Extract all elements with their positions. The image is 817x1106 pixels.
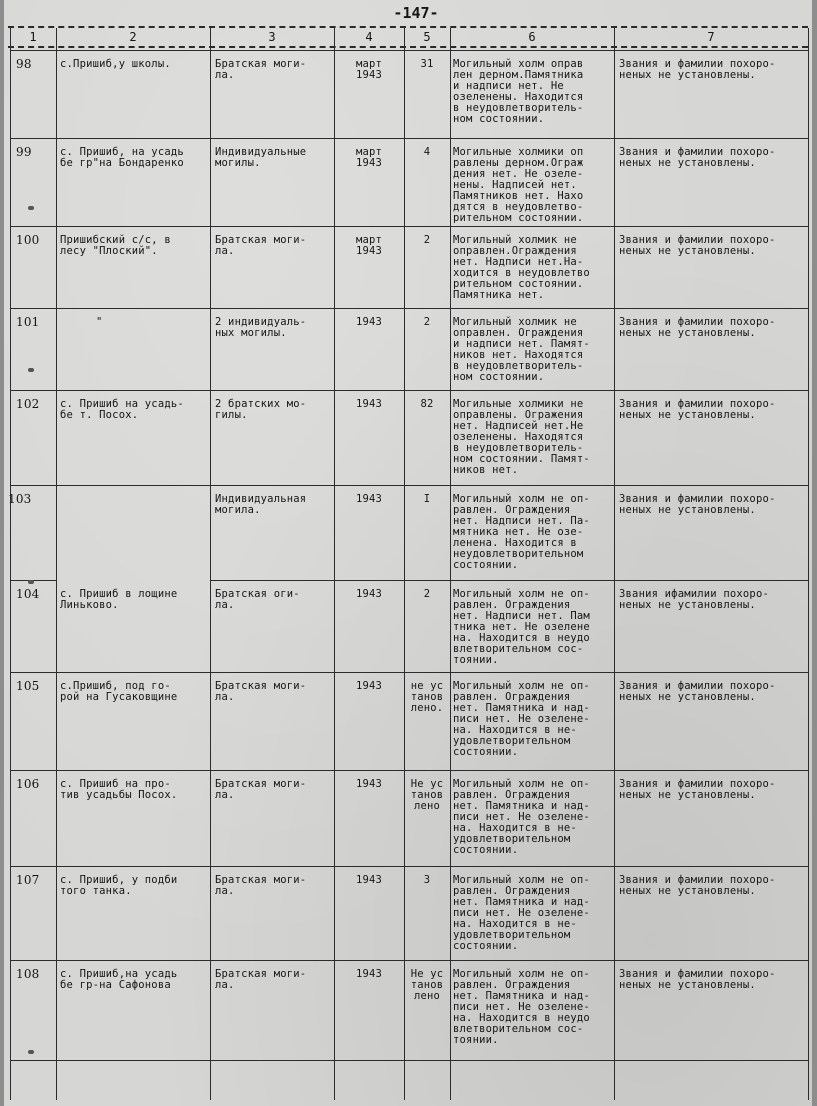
grave-type-cell: Братская оги- ла.	[215, 588, 300, 611]
row-divider	[10, 308, 808, 309]
grave-type-cell: Братская моги- ла.	[215, 778, 307, 801]
column-header-4: 4	[365, 30, 373, 44]
ranks-and-names-cell: Звания и фамилии похоро- неных не установлены.	[619, 968, 776, 991]
burial-date-cell: 1943	[355, 398, 383, 410]
row-number-cell: 108	[16, 967, 40, 981]
ranks-and-names-cell: Звания ифамилии похоро- неных не установлены.	[619, 588, 769, 611]
ranks-and-names-cell: Звания и фамилии похоро- неных не установлены.	[619, 146, 776, 169]
grave-condition-cell: Могильный холм не оп- равлен. Ограждения нет. Надписи нет. Па- мятника нет. Не озе- ленена. Находится в неудовлетворительном состоянии.	[453, 493, 590, 571]
burial-date-cell: март 1943	[355, 146, 383, 169]
binding-hole-mark	[28, 580, 34, 584]
grave-type-cell: Братская моги- ла.	[215, 874, 307, 897]
row-number-cell: 98	[16, 57, 32, 71]
burial-place-cell: с. Пришиб на усадь- бе т. Посох.	[60, 398, 184, 421]
grave-type-cell: Братская моги- ла.	[215, 968, 307, 991]
number-buried-cell: 3	[423, 874, 431, 886]
row-number-cell: 102	[16, 397, 40, 411]
number-buried-cell: Не ус танов лено	[410, 968, 444, 1002]
burial-date-cell: 1943	[355, 968, 383, 980]
row-number-cell: 106	[16, 777, 40, 791]
row-divider	[10, 1060, 808, 1061]
number-buried-cell: 82	[420, 398, 434, 410]
row-divider	[10, 226, 808, 227]
grave-condition-cell: Могильный холмик не оправлен.Ограждения нет. Надписи нет.На- ходится в неудовлетво рительном состоянии. Памятника нет.	[453, 234, 590, 301]
row-number-cell: 100	[16, 233, 40, 247]
burial-place-cell: с.Пришиб, под го- рой на Гусаковщине	[60, 680, 178, 703]
column-divider	[56, 28, 57, 1100]
row-number-cell: 101	[16, 315, 40, 329]
binding-hole-mark	[28, 206, 34, 210]
column-header-6: 6	[528, 30, 536, 44]
page-number: -147-	[393, 4, 439, 22]
row-number-cell: 103	[8, 492, 32, 506]
row-divider	[210, 580, 808, 581]
burial-place-cell: с. Пришиб, у подби того танка.	[60, 874, 178, 897]
grave-type-cell: Братская моги- ла.	[215, 680, 307, 703]
grave-type-cell: 2 индивидуаль- ных могилы.	[215, 316, 307, 339]
number-buried-cell: 31	[420, 58, 434, 70]
ranks-and-names-cell: Звания и фамилии похоро- неных не установлены.	[619, 874, 776, 897]
binding-hole-mark	[28, 1050, 34, 1054]
grave-condition-cell: Могильный холм оправ лен дерном.Памятника и надписи нет. Не озеленены. Находится в неудовлетворитель- ном состоянии.	[453, 58, 584, 125]
document-page	[4, 0, 812, 1106]
column-header-3: 3	[268, 30, 276, 44]
number-buried-cell: 2	[423, 316, 431, 328]
grave-condition-cell: Могильные холмики оп равлены дерном.Ограж дения нет. Не озеле- нены. Надписей нет. Памятников нет. Нахо дятся в неудовлетво- рительном состоянии.	[453, 146, 584, 224]
column-divider	[210, 28, 211, 1100]
column-divider	[614, 28, 615, 1100]
burial-date-cell: 1943	[355, 316, 383, 328]
burial-date-cell: 1943	[355, 493, 383, 505]
grave-condition-cell: Могильный холмик не оправлен. Ограждения и надписи нет. Памят- ников нет. Находятся в неудовлетворитель- ном состоянии.	[453, 316, 590, 383]
ranks-and-names-cell: Звания и фамилии похоро- неных не установлены.	[619, 398, 776, 421]
number-buried-cell: 2	[423, 234, 431, 246]
grave-type-cell: Индивидуальные могилы.	[215, 146, 307, 169]
column-header-5: 5	[423, 30, 431, 44]
burial-place-cell: с. Пришиб,на усадь бе гр-на Сафонова	[60, 968, 178, 991]
burial-date-cell: март 1943	[355, 58, 383, 81]
row-divider	[10, 960, 808, 961]
grave-condition-cell: Могильный холм не оп- равлен. Ограждения нет. Надписи нет. Пам тника нет. Не озелене на. Находится в неудо влетворительном сос- тоянии.	[453, 588, 590, 666]
grave-condition-cell: Могильный холм не оп- равлен. Ограждения нет. Памятника и над- писи нет. Не озелене- на. Находится в не- удовлетворительном состоянии.	[453, 778, 590, 856]
ranks-and-names-cell: Звания и фамилии похоро- неных не установлены.	[619, 316, 776, 339]
burial-date-cell: 1943	[355, 778, 383, 790]
burial-date-cell: 1943	[355, 588, 383, 600]
row-number-cell: 104	[16, 587, 40, 601]
column-header-1: 1	[29, 30, 37, 44]
grave-condition-cell: Могильный холм не оп- равлен. Ограждения нет. Памятника и над- писи нет. Не озелене- на. Находится в не- удовлетворительном состоянии.	[453, 680, 590, 758]
column-divider	[808, 28, 809, 1100]
column-divider	[450, 28, 451, 1100]
row-divider	[10, 50, 808, 51]
grave-condition-cell: Могильный холм не оп- равлен. Ограждения нет. Памятника и над- писи нет. Не озелене- на. Находится в неудо влетворительном сос- тоянии.	[453, 968, 590, 1046]
number-buried-cell: 4	[423, 146, 431, 158]
column-divider	[404, 28, 405, 1100]
number-buried-cell: I	[423, 493, 431, 505]
burial-date-cell: март 1943	[355, 234, 383, 257]
column-divider	[10, 28, 11, 1100]
ranks-and-names-cell: Звания и фамилии похоро- неных не установлены.	[619, 493, 776, 516]
row-divider	[10, 770, 808, 771]
row-number-cell: 99	[16, 145, 32, 159]
row-divider	[10, 485, 808, 486]
binding-hole-mark	[28, 368, 34, 372]
burial-place-cell: Пришибский с/с, в лесу "Плоский".	[60, 234, 171, 257]
grave-type-cell: Братская моги- ла.	[215, 234, 307, 257]
ranks-and-names-cell: Звания и фамилии похоро- неных не установлены.	[619, 234, 776, 257]
burial-place-cell: с.Пришиб,у школы.	[60, 58, 171, 70]
column-header-2: 2	[129, 30, 137, 44]
ranks-and-names-cell: Звания и фамилии похоро- неных не установлены.	[619, 778, 776, 801]
column-header-7: 7	[707, 30, 715, 44]
grave-type-cell: Братская моги- ла.	[215, 58, 307, 81]
row-divider	[10, 866, 808, 867]
burial-place-cell: "	[96, 316, 103, 328]
burial-date-cell: 1943	[355, 680, 383, 692]
burial-place-cell: с. Пришиб на про- тив усадьбы Посох.	[60, 778, 178, 801]
grave-condition-cell: Могильные холмики не оправлены. Огражения нет. Надписей нет.Не озеленены. Находятся в неудовлетворитель- ном состоянии. Памят- ников нет.	[453, 398, 590, 476]
column-divider	[334, 28, 335, 1100]
number-buried-cell: не ус танов лено.	[410, 680, 444, 714]
grave-type-cell: Индивидуальная могила.	[215, 493, 307, 516]
header-bottom-dashed-rule	[8, 46, 808, 48]
row-divider	[10, 138, 808, 139]
number-buried-cell: Не ус танов лено	[410, 778, 444, 812]
row-divider	[10, 390, 808, 391]
number-buried-cell: 2	[423, 588, 431, 600]
ranks-and-names-cell: Звания и фамилии похоро- неных не установлены.	[619, 680, 776, 703]
row-number-cell: 107	[16, 873, 40, 887]
ranks-and-names-cell: Звания и фамилии похоро- неных не установлены.	[619, 58, 776, 81]
header-top-dashed-rule	[8, 26, 808, 28]
burial-place-cell: с. Пришиб в лощине Линьково.	[60, 588, 178, 611]
grave-condition-cell: Могильный холм не оп- равлен. Ограждения нет. Памятника и над- писи нет. Не озелене- на. Находится в не- удовлетворительном состоянии.	[453, 874, 590, 952]
burial-place-cell: с. Пришиб, на усадь бе гр"на Бондаренко	[60, 146, 184, 169]
burial-date-cell: 1943	[355, 874, 383, 886]
grave-type-cell: 2 братских мо- гилы.	[215, 398, 307, 421]
row-number-cell: 105	[16, 679, 40, 693]
row-divider	[10, 672, 808, 673]
